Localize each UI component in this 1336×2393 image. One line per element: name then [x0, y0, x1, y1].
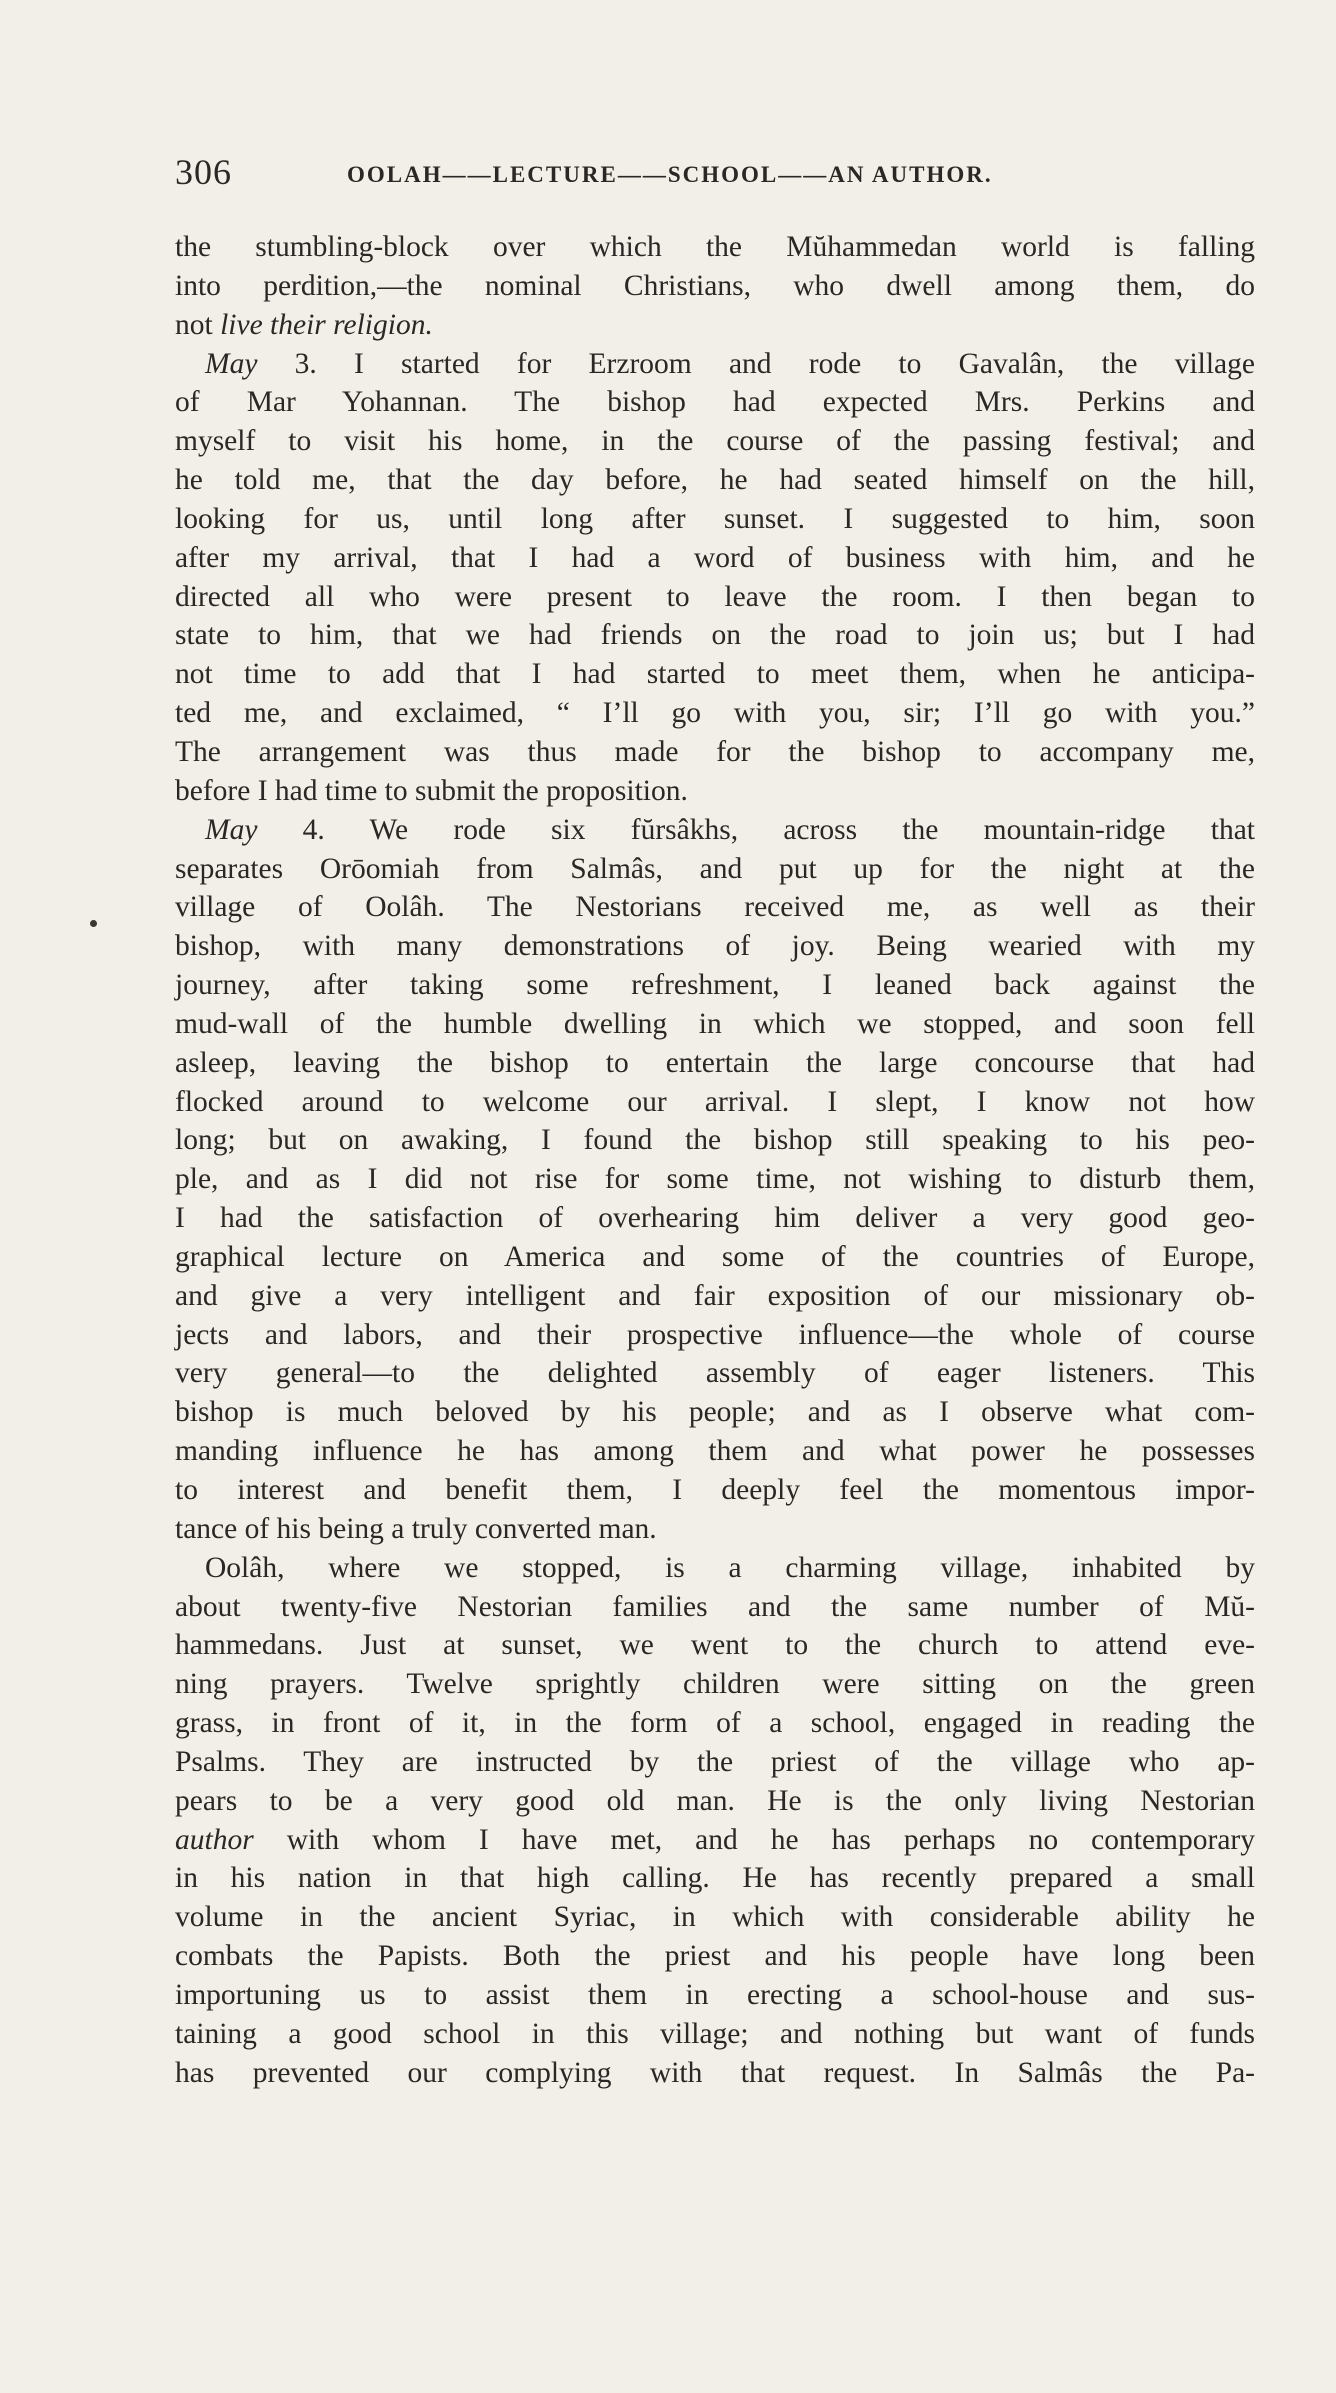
text-line: combats the Papists. Both the priest and his people have long been: [175, 1940, 1255, 1973]
text-line: before I had time to submit the proposition.: [175, 774, 688, 807]
line-part: not: [175, 308, 221, 341]
text-line: graphical lecture on America and some of the countries of Europe,: [175, 1240, 1255, 1273]
text-line: very general—to the delighted assembly of eager listeners. This: [175, 1357, 1255, 1390]
text-line: village of Oolâh. The Nestorians received me, as well as their: [175, 891, 1255, 924]
text-line: [175, 345, 1255, 384]
text-line: [175, 811, 1255, 850]
text-line: myself to visit his home, in the course of the passing festival; and: [175, 425, 1255, 458]
text-line: [175, 306, 1255, 345]
text-line: looking for us, until long after sunset. I suggested to him, soon: [175, 502, 1255, 535]
text-line: bishop is much beloved by his people; and as I observe what com-: [175, 1396, 1255, 1429]
text-line: of Mar Yohannan. The bishop had expected Mrs. Perkins and: [175, 386, 1255, 419]
text-line: asleep, leaving the bishop to entertain the large concourse that had: [175, 1046, 1255, 1079]
text-line: separates Orōomiah from Salmâs, and put up for the night at the: [175, 852, 1255, 885]
page-number: 306: [175, 152, 232, 192]
emphasis: author: [175, 1823, 254, 1856]
text-line: after my arrival, that I had a word of business with him, and he: [175, 541, 1255, 574]
text-line: to interest and benefit them, I deeply feel the momentous impor-: [175, 1474, 1255, 1506]
text-line: The arrangement was thus made for the bishop to accompany me,: [175, 735, 1255, 768]
text-line: importuning us to assist them in erecting a school-house and sus-: [175, 1978, 1255, 2011]
date-label: May: [205, 813, 258, 846]
margin-mark: [90, 920, 97, 927]
text-line: he told me, that the day before, he had seated himself on the hill,: [175, 464, 1255, 497]
text-line: directed all who were present to leave the room. I then began to: [175, 580, 1255, 613]
text-line: Oolâh, where we stopped, is a charming village, inhabited by: [205, 1551, 1255, 1584]
date-label: May: [205, 347, 258, 380]
text-line: manding influence he has among them and what power he possesses: [175, 1435, 1255, 1468]
text-line: mud-wall of the humble dwelling in which we stopped, and soon fell: [175, 1007, 1255, 1040]
text-line: Psalms. They are instructed by the priest of the village who ap-: [175, 1745, 1255, 1778]
text-line: I had the satisfaction of overhearing him deliver a very good geo-: [175, 1202, 1255, 1235]
line-part: with whom I have met, and he has perhaps no contemporary: [253, 1823, 1255, 1856]
text-line: into perdition,—the nominal Christians, who dwell among them, do: [175, 269, 1255, 302]
line-part: 3. I started for Erzroom and rode to Gavalân, the village: [257, 347, 1255, 380]
text-line: flocked around to welcome our arrival. I slept, I know not how: [175, 1085, 1255, 1118]
line-part: 4. We rode six fŭrsâkhs, across the mountain-ridge that: [257, 813, 1255, 846]
page-header: [175, 150, 1255, 200]
text-line: ple, and as I did not rise for some time, not wishing to disturb them,: [175, 1163, 1255, 1196]
running-head: OOLAH——LECTURE——SCHOOL——AN AUTHOR.: [347, 162, 993, 187]
text-line: in his nation in that high calling. He has recently prepared a small: [175, 1862, 1255, 1895]
text-line: the stumbling-block over which the Mŭhammedan world is falling: [175, 231, 1255, 263]
text-line: ted me, and exclaimed, “ I’ll go with you, sir; I’ll go with you.”: [175, 697, 1255, 730]
text-line: not time to add that I had started to meet them, when he anticipa-: [175, 658, 1255, 691]
text-line: taining a good school in this village; and nothing but want of funds: [175, 2017, 1255, 2050]
text-line: and give a very intelligent and fair exposition of our missionary ob-: [175, 1279, 1255, 1312]
text-line: [175, 1821, 1255, 1860]
text-line: ning prayers. Twelve sprightly children were sitting on the green: [175, 1668, 1255, 1701]
text-line: journey, after taking some refreshment, I leaned back against the: [175, 969, 1255, 1002]
text-line: tance of his being a truly converted man.: [175, 1512, 657, 1545]
text-line: about twenty-five Nestorian families and the same number of Mŭ-: [175, 1590, 1255, 1623]
text-line: jects and labors, and their prospective influence—the whole of course: [175, 1318, 1255, 1351]
emphasis: live their religion.: [220, 308, 433, 341]
text-line: hammedans. Just at sunset, we went to the church to attend eve-: [175, 1629, 1255, 1662]
text-line: grass, in front of it, in the form of a school, engaged in reading the: [175, 1707, 1255, 1740]
body-text: [175, 228, 1255, 2093]
text-line: pears to be a very good old man. He is the only living Nestorian: [175, 1784, 1255, 1817]
text-line: long; but on awaking, I found the bishop still speaking to his peo-: [175, 1124, 1255, 1157]
text-line: state to him, that we had friends on the road to join us; but I had: [175, 619, 1255, 652]
text-line: has prevented our complying with that request. In Salmâs the Pa-: [175, 2056, 1255, 2089]
text-line: bishop, with many demonstrations of joy. Being wearied with my: [175, 930, 1255, 963]
text-line: volume in the ancient Syriac, in which with considerable ability he: [175, 1901, 1255, 1934]
